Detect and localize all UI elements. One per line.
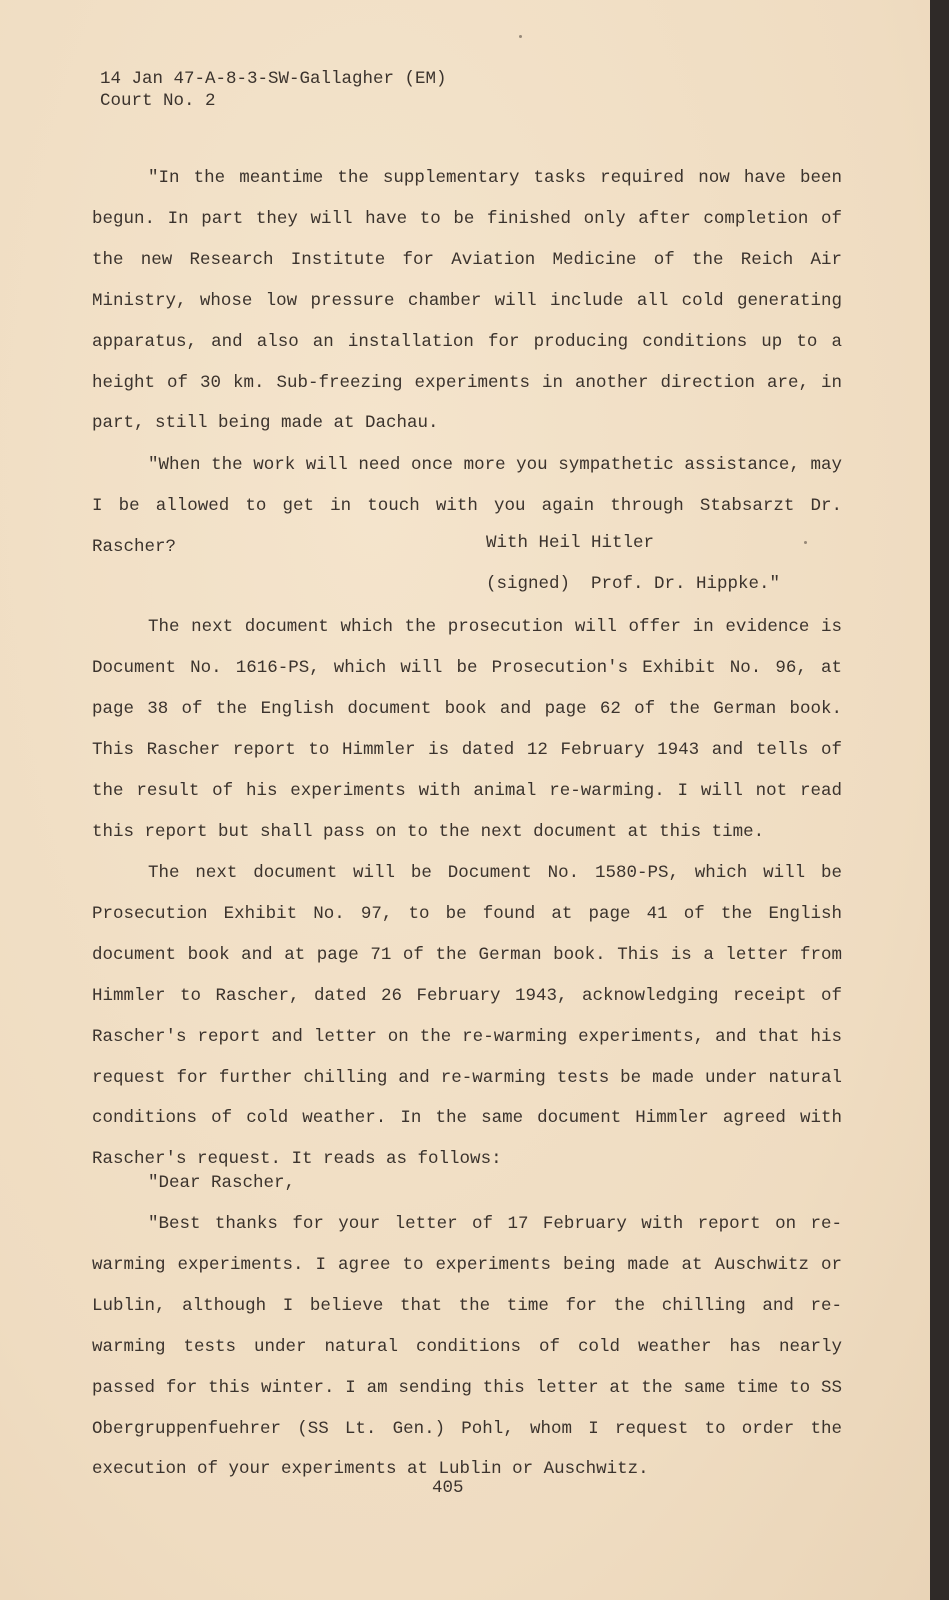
page-number: 405 (432, 1478, 464, 1498)
letter-paragraph-2: "When the work will need once more you sympathetic assistance, may I be allowed to get in touch with you again through Stabsarzt Dr. Rascher? (92, 455, 842, 557)
paragraph-document-1580 (92, 853, 842, 1180)
narrative-paragraph-1: The next document which the prosecution will offer in evidence is Document No. 1616-PS, which will be Prosecution's Exhibit No. 96, at page 38 of the English document book and page 62 of the German book. This Rascher report to Himmler is dated 12 February 1943 and tells of the result of his experiments with animal re-warming. I will not read this report but shall pass on to the next document at this time. (92, 617, 842, 842)
letter-paragraph-3: "Best thanks for your letter of 17 February with report on re-warming experiments. I agree to experiments being made at Auschwitz or Lublin, although I believe that the time for the chilling and re-warming tests under natural conditions of cold weather has nearly passed for this winter. I am sending this letter at the same time to SS Obergruppenfuehrer (SS Lt. Gen.) Pohl, whom I request to order the execution of your experiments at Lublin or Auschwitz. (92, 1214, 842, 1480)
header-reference: 14 Jan 47-A-8-3-SW-Gallagher (EM) (100, 69, 447, 89)
scan-edge (930, 0, 949, 1600)
paragraph-salutation (92, 1163, 842, 1204)
letter-signature: (signed) Prof. Dr. Hippke." (486, 574, 781, 594)
header-court: Court No. 2 (100, 91, 216, 111)
letter-closing: With Heil Hitler (486, 533, 655, 553)
narrative-paragraph-2: The next document will be Document No. 1580-PS, which will be Prosecution Exhibit No. 97, to be found at page 41 of the English document book and at page 71 of the German book. This is a letter from Himmler to Rascher, dated 26 February 1943, acknowledging receipt of Rascher's report and letter on the re-warming experiments, and that his request for further chilling and re-warming tests be made under natural conditions of cold weather. In the same document Himmler agreed with Rascher's request. It reads as follows: (92, 863, 842, 1170)
paragraph-himmler-letter (92, 1204, 842, 1490)
paper-speck (804, 541, 807, 544)
paper-speck (519, 35, 522, 38)
header (100, 68, 447, 112)
paragraph-letter-request (92, 445, 842, 568)
paragraph-document-1616 (92, 607, 842, 852)
letter-paragraph-1: "In the meantime the supplementary tasks required now have been begun. In part they will have to be finished only after completion of the new Research Institute for Aviation Medicine of the Reich Air Ministry, whose low pressure chamber will include all cold generating apparatus, and also an installation for producing conditions up to a height of 30 km. Sub-freezing experiments in another direction are, in part, still being made at Dachau. (92, 168, 842, 434)
letter-salutation: "Dear Rascher, (148, 1173, 296, 1193)
paragraph-letter-continuation (92, 158, 842, 444)
